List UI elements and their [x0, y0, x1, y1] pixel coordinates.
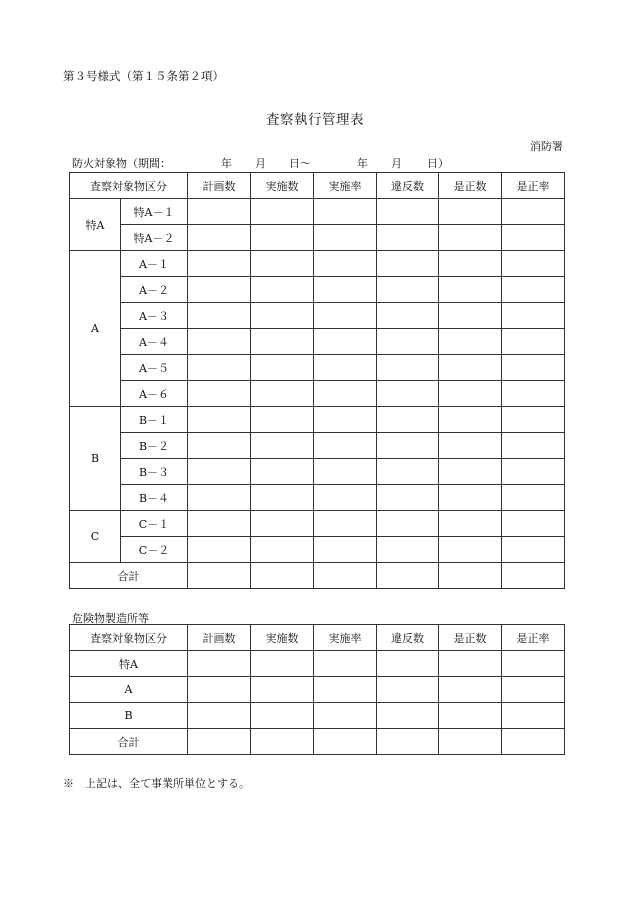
data-cell[interactable]	[188, 729, 251, 755]
header-correction-rate: 是正率	[502, 625, 565, 651]
data-cell[interactable]	[188, 485, 251, 511]
data-cell[interactable]	[502, 303, 565, 329]
data-cell[interactable]	[314, 303, 377, 329]
data-cell[interactable]	[439, 251, 502, 277]
data-cell[interactable]	[188, 277, 251, 303]
header-corrected: 是正数	[439, 173, 502, 199]
table-row	[70, 485, 565, 511]
data-cell[interactable]	[314, 677, 377, 703]
hazardous-facility-table	[69, 624, 565, 755]
table-row	[70, 355, 565, 381]
data-cell[interactable]	[251, 433, 314, 459]
data-cell[interactable]	[251, 355, 314, 381]
category-label: 特A	[70, 651, 188, 677]
data-cell[interactable]	[502, 433, 565, 459]
header-violations: 違反数	[377, 625, 439, 651]
group-label: B	[70, 407, 121, 511]
data-cell[interactable]	[377, 433, 439, 459]
data-cell[interactable]	[439, 459, 502, 485]
data-cell[interactable]	[314, 729, 377, 755]
data-cell[interactable]	[439, 355, 502, 381]
data-cell[interactable]	[502, 677, 565, 703]
header-category: 査察対象物区分	[70, 625, 188, 651]
data-cell[interactable]	[251, 485, 314, 511]
subcategory-label: C－２	[121, 537, 188, 563]
data-cell[interactable]	[188, 225, 251, 251]
data-cell[interactable]	[502, 459, 565, 485]
table1-header-row	[70, 173, 565, 199]
data-cell[interactable]	[439, 407, 502, 433]
data-cell[interactable]	[439, 433, 502, 459]
data-cell[interactable]	[502, 651, 565, 677]
data-cell[interactable]	[377, 199, 439, 225]
period-year-start: 年	[221, 157, 232, 170]
data-cell[interactable]	[188, 537, 251, 563]
data-cell[interactable]	[314, 537, 377, 563]
data-cell[interactable]	[188, 199, 251, 225]
data-cell[interactable]	[439, 563, 502, 589]
data-cell[interactable]	[251, 563, 314, 589]
data-cell[interactable]	[439, 381, 502, 407]
data-cell[interactable]	[502, 537, 565, 563]
data-cell[interactable]	[377, 459, 439, 485]
data-cell[interactable]	[314, 485, 377, 511]
data-cell[interactable]	[251, 407, 314, 433]
data-cell[interactable]	[314, 329, 377, 355]
table-row	[70, 511, 565, 537]
subcategory-label: B－１	[121, 407, 188, 433]
subcategory-label: A－４	[121, 329, 188, 355]
data-cell[interactable]	[188, 703, 251, 729]
subcategory-label: A－６	[121, 381, 188, 407]
data-cell[interactable]	[377, 225, 439, 251]
period-day-start: 日〜	[289, 157, 311, 170]
data-cell[interactable]	[439, 199, 502, 225]
data-cell[interactable]	[502, 225, 565, 251]
data-cell[interactable]	[377, 511, 439, 537]
data-cell[interactable]	[251, 381, 314, 407]
subcategory-label: 特A－２	[121, 225, 188, 251]
data-cell[interactable]	[314, 199, 377, 225]
data-cell[interactable]	[251, 303, 314, 329]
category-label: 合計	[70, 729, 188, 755]
data-cell[interactable]	[314, 355, 377, 381]
data-cell[interactable]	[251, 703, 314, 729]
data-cell[interactable]	[502, 563, 565, 589]
data-cell[interactable]	[251, 251, 314, 277]
header-category: 査察対象物区分	[70, 173, 188, 199]
data-cell[interactable]	[502, 329, 565, 355]
data-cell[interactable]	[439, 485, 502, 511]
table-row	[70, 651, 565, 677]
data-cell[interactable]	[314, 225, 377, 251]
header-conducted: 実施数	[251, 625, 314, 651]
data-cell[interactable]	[188, 677, 251, 703]
table-row	[70, 277, 565, 303]
data-cell[interactable]	[377, 651, 439, 677]
subcategory-label: B－２	[121, 433, 188, 459]
data-cell[interactable]	[377, 277, 439, 303]
data-cell[interactable]	[188, 251, 251, 277]
data-cell[interactable]	[377, 355, 439, 381]
data-cell[interactable]	[439, 277, 502, 303]
subcategory-label: C－１	[121, 511, 188, 537]
table-row	[70, 703, 565, 729]
data-cell[interactable]	[188, 651, 251, 677]
group-label: A	[70, 251, 121, 407]
data-cell[interactable]	[439, 677, 502, 703]
subcategory-label: A－１	[121, 251, 188, 277]
group-label: 特A	[70, 199, 121, 251]
data-cell[interactable]	[314, 251, 377, 277]
data-cell[interactable]	[188, 407, 251, 433]
period-month-start: 月	[255, 157, 266, 170]
table-row	[70, 729, 565, 755]
table-row	[70, 433, 565, 459]
table2-header-row	[70, 625, 565, 651]
data-cell[interactable]	[377, 407, 439, 433]
data-cell[interactable]	[251, 459, 314, 485]
table-row	[70, 381, 565, 407]
total-row	[70, 563, 565, 589]
data-cell[interactable]	[377, 677, 439, 703]
section2-label: 危険物製造所等	[72, 612, 149, 625]
total-label: 合計	[70, 563, 188, 589]
data-cell[interactable]	[439, 511, 502, 537]
subcategory-label: A－２	[121, 277, 188, 303]
period-year-end: 年	[357, 157, 368, 170]
data-cell[interactable]	[502, 251, 565, 277]
subcategory-label: 特A－１	[121, 199, 188, 225]
data-cell[interactable]	[377, 381, 439, 407]
period-month-end: 月	[391, 157, 402, 170]
data-cell[interactable]	[439, 225, 502, 251]
data-cell[interactable]	[251, 537, 314, 563]
data-cell[interactable]	[188, 511, 251, 537]
data-cell[interactable]	[502, 277, 565, 303]
data-cell[interactable]	[251, 277, 314, 303]
form-number: 第３号様式（第１５条第２項）	[63, 69, 224, 83]
table-row	[70, 537, 565, 563]
data-cell[interactable]	[314, 651, 377, 677]
data-cell[interactable]	[251, 651, 314, 677]
data-cell[interactable]	[439, 729, 502, 755]
data-cell[interactable]	[377, 729, 439, 755]
table-row	[70, 329, 565, 355]
data-cell[interactable]	[251, 511, 314, 537]
data-cell[interactable]	[377, 703, 439, 729]
data-cell[interactable]	[314, 407, 377, 433]
data-cell[interactable]	[502, 511, 565, 537]
data-cell[interactable]	[314, 511, 377, 537]
data-cell[interactable]	[502, 199, 565, 225]
header-rate: 実施率	[314, 173, 377, 199]
category-label: A	[70, 677, 188, 703]
header-planned: 計画数	[188, 625, 251, 651]
data-cell[interactable]	[439, 303, 502, 329]
category-label: B	[70, 703, 188, 729]
data-cell[interactable]	[251, 677, 314, 703]
data-cell[interactable]	[502, 729, 565, 755]
data-cell[interactable]	[188, 329, 251, 355]
data-cell[interactable]	[314, 459, 377, 485]
data-cell[interactable]	[188, 303, 251, 329]
data-cell[interactable]	[377, 563, 439, 589]
data-cell[interactable]	[251, 225, 314, 251]
table-row	[70, 199, 565, 225]
data-cell[interactable]	[314, 563, 377, 589]
header-corrected: 是正数	[439, 625, 502, 651]
header-planned: 計画数	[188, 173, 251, 199]
data-cell[interactable]	[502, 485, 565, 511]
table-row	[70, 459, 565, 485]
group-label: C	[70, 511, 121, 563]
data-cell[interactable]	[251, 199, 314, 225]
fire-department-label: 消防署	[530, 140, 563, 153]
data-cell[interactable]	[314, 433, 377, 459]
subcategory-label: B－３	[121, 459, 188, 485]
subcategory-label: B－４	[121, 485, 188, 511]
document-title: 査察執行管理表	[266, 112, 364, 128]
data-cell[interactable]	[377, 303, 439, 329]
header-violations: 違反数	[377, 173, 439, 199]
footnote: ※ 上記は、全て事業所単位とする。	[63, 777, 250, 790]
data-cell[interactable]	[188, 459, 251, 485]
data-cell[interactable]	[377, 537, 439, 563]
table-row	[70, 225, 565, 251]
data-cell[interactable]	[439, 651, 502, 677]
data-cell[interactable]	[314, 277, 377, 303]
section1-label: 防火対象物（期間：	[72, 157, 171, 170]
header-correction-rate: 是正率	[502, 173, 565, 199]
data-cell[interactable]	[439, 329, 502, 355]
data-cell[interactable]	[439, 537, 502, 563]
table-row	[70, 407, 565, 433]
subcategory-label: A－５	[121, 355, 188, 381]
table-row	[70, 251, 565, 277]
header-rate: 実施率	[314, 625, 377, 651]
table-row	[70, 303, 565, 329]
data-cell[interactable]	[188, 563, 251, 589]
data-cell[interactable]	[439, 703, 502, 729]
data-cell[interactable]	[377, 329, 439, 355]
data-cell[interactable]	[502, 381, 565, 407]
data-cell[interactable]	[188, 433, 251, 459]
subcategory-label: A－３	[121, 303, 188, 329]
period-day-end: 日）	[427, 157, 449, 170]
data-cell[interactable]	[251, 329, 314, 355]
data-cell[interactable]	[251, 729, 314, 755]
data-cell[interactable]	[188, 355, 251, 381]
data-cell[interactable]	[377, 485, 439, 511]
data-cell[interactable]	[502, 355, 565, 381]
data-cell[interactable]	[502, 703, 565, 729]
data-cell[interactable]	[188, 381, 251, 407]
data-cell[interactable]	[314, 703, 377, 729]
table-row	[70, 677, 565, 703]
data-cell[interactable]	[502, 407, 565, 433]
data-cell[interactable]	[377, 251, 439, 277]
inspection-table	[69, 172, 565, 589]
data-cell[interactable]	[314, 381, 377, 407]
header-conducted: 実施数	[251, 173, 314, 199]
